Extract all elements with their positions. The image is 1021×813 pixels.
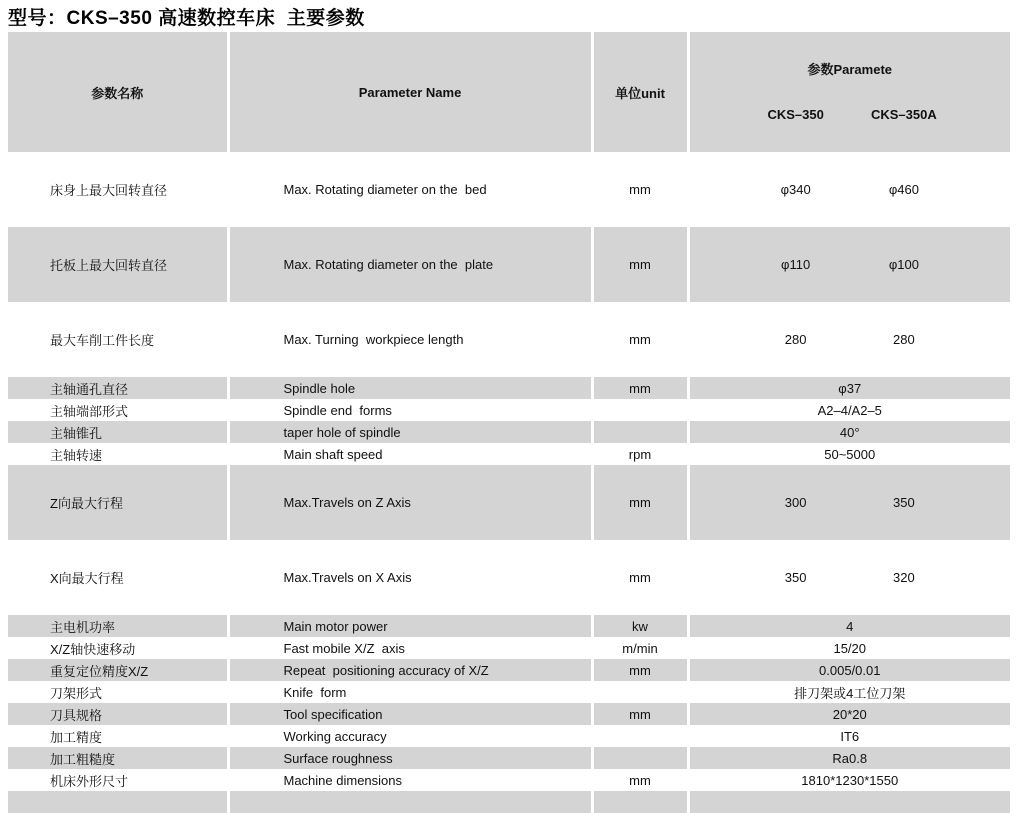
param-cn-cell: 机床外形尺寸 [8,769,228,791]
value-cks350a: φ100 [888,257,919,272]
spec-table [8,32,1010,813]
value-cell: 1810*1230*1550 [688,769,1010,791]
header-values [688,32,1010,152]
unit-cell: mm [592,465,688,540]
param-cn-cell: 刀具规格 [8,703,228,725]
value-cell: 4 [688,615,1010,637]
param-en-cell: Spindle end forms [228,399,592,421]
table-row [8,302,1010,377]
table-row [8,659,1010,681]
table-row [8,637,1010,659]
value-cks350: φ110 [781,257,811,272]
param-en-cell: Spindle hole [228,377,592,399]
header-row [8,32,1010,152]
param-en-cell: Max. Rotating diameter on the bed [228,152,592,227]
table-row [8,725,1010,747]
value-cks350: 300 [784,495,807,510]
table-row [8,465,1010,540]
param-cn-cell: 主轴转速 [8,443,228,465]
param-en-cell: Working accuracy [228,725,592,747]
value-cks350: 280 [784,332,807,347]
param-en-cell: Repeat positioning accuracy of X/Z [228,659,592,681]
unit-cell [592,791,688,813]
param-en-cell: Knife form [228,681,592,703]
header-model-b: CKS–350A [870,107,937,122]
unit-cell: mm [592,377,688,399]
table-row [8,769,1010,791]
table-row [8,377,1010,399]
unit-cell: m/min [592,637,688,659]
table-row [8,399,1010,421]
table-row [8,681,1010,703]
unit-cell: mm [592,540,688,615]
unit-cell [592,399,688,421]
table-row-empty [8,791,1010,813]
unit-cell [592,747,688,769]
unit-cell: mm [592,659,688,681]
unit-cell: rpm [592,443,688,465]
table-row [8,227,1010,302]
value-cell [688,227,1010,302]
table-row [8,443,1010,465]
param-en-cell: taper hole of spindle [228,421,592,443]
value-cks350a: 320 [893,570,915,585]
value-cell: IT6 [688,725,1010,747]
table-row [8,152,1010,227]
unit-cell [592,681,688,703]
param-en-cell: Main shaft speed [228,443,592,465]
unit-cell: mm [592,769,688,791]
unit-cell: mm [592,152,688,227]
param-en-cell: Max. Turning workpiece length [228,302,592,377]
param-en-cell: Tool specification [228,703,592,725]
param-cn-cell: 加工粗糙度 [8,747,228,769]
value-cell [688,791,1010,813]
header-param-cn: 参数名称 [8,32,228,152]
param-cn-cell: X/Z轴快速移动 [8,637,228,659]
param-en-cell: Max.Travels on Z Axis [228,465,592,540]
value-cell: 20*20 [688,703,1010,725]
param-cn-cell: 主轴锥孔 [8,421,228,443]
value-cell [688,540,1010,615]
value-cks350a: φ460 [888,182,919,197]
header-values-group-label: 参数Paramete [807,62,893,77]
table-row [8,747,1010,769]
value-cks350a: 280 [893,332,915,347]
table-row [8,703,1010,725]
unit-cell [592,421,688,443]
value-cks350: 350 [784,570,807,585]
param-en-cell: Max. Rotating diameter on the plate [228,227,592,302]
param-cn-cell: 主轴端部形式 [8,399,228,421]
param-cn-cell: X向最大行程 [8,540,228,615]
param-en-cell: Surface roughness [228,747,592,769]
unit-cell: mm [592,302,688,377]
page-title: 型号：CKS–350 高速数控车床 主要参数 [8,8,365,29]
value-cell: 0.005/0.01 [688,659,1010,681]
param-en-cell: Main motor power [228,615,592,637]
value-cell: A2–4/A2–5 [688,399,1010,421]
unit-cell: mm [592,227,688,302]
param-en-cell: Fast mobile X/Z axis [228,637,592,659]
header-model-a: CKS–350 [767,107,824,122]
unit-cell: mm [592,703,688,725]
param-cn-cell: 刀架形式 [8,681,228,703]
value-cks350: φ340 [780,182,811,197]
table-row [8,540,1010,615]
param-cn-cell: 最大车削工件长度 [8,302,228,377]
param-cn-cell: 重复定位精度X/Z [8,659,228,681]
value-cell: 排刀架或4工位刀架 [688,681,1010,703]
value-cell [688,302,1010,377]
unit-cell [592,725,688,747]
header-param-en: Parameter Name [228,32,592,152]
value-cell: 15/20 [688,637,1010,659]
header-unit: 单位unit [592,32,688,152]
unit-cell: kw [592,615,688,637]
value-cell: 50~5000 [688,443,1010,465]
param-cn-cell: 托板上最大回转直径 [8,227,228,302]
value-cell: 40° [688,421,1010,443]
param-cn-cell: Z向最大行程 [8,465,228,540]
param-cn-cell: 床身上最大回转直径 [8,152,228,227]
param-cn-cell: 主轴通孔直径 [8,377,228,399]
param-cn-cell: 主电机功率 [8,615,228,637]
param-cn-cell [8,791,228,813]
value-cks350a: 350 [893,495,915,510]
table-row [8,421,1010,443]
param-en-cell: Machine dimensions [228,769,592,791]
value-cell: Ra0.8 [688,747,1010,769]
param-en-cell: Max.Travels on X Axis [228,540,592,615]
param-cn-cell: 加工精度 [8,725,228,747]
value-cell [688,152,1010,227]
param-en-cell [228,791,592,813]
table-row [8,615,1010,637]
value-cell: φ37 [688,377,1010,399]
value-cell [688,465,1010,540]
